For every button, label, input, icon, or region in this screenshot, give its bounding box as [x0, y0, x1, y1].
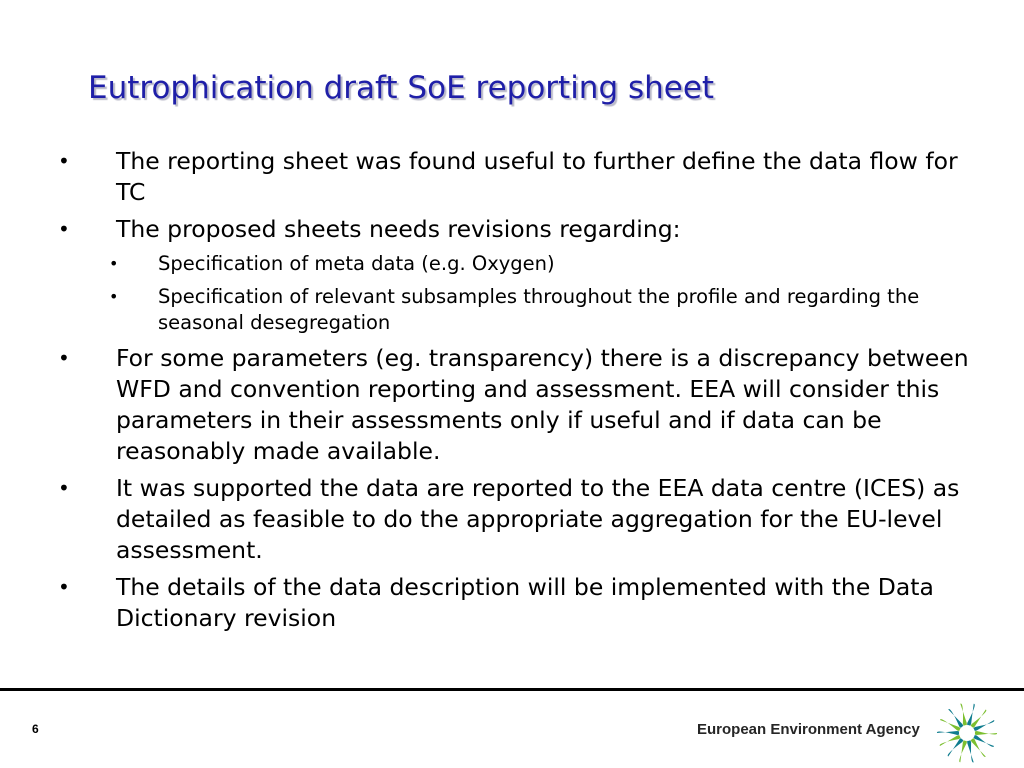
- bullet-text: The proposed sheets needs revisions regarding:: [116, 215, 681, 243]
- sub-bullet-marker: •: [109, 254, 119, 273]
- bullet-item: [56, 572, 986, 634]
- bullet-item: [56, 146, 986, 208]
- bullet-item: [56, 343, 986, 467]
- bullet-marker: •: [58, 346, 70, 370]
- eea-logo-icon: [932, 698, 1002, 764]
- bullet-marker: •: [58, 575, 70, 599]
- bullet-marker: •: [58, 217, 70, 241]
- bullet-marker: •: [58, 476, 70, 500]
- bullet-list: [56, 146, 986, 640]
- slide-title: Eutrophication draft SoE reporting sheet: [88, 70, 715, 106]
- bullet-marker: •: [58, 149, 70, 173]
- sub-bullet-text: Specification of meta data (e.g. Oxygen): [158, 252, 555, 275]
- sub-bullet-text: Specification of relevant subsamples throughout the profile and regarding the seasonal desegregation: [158, 285, 920, 334]
- sub-bullet-marker: •: [109, 287, 119, 306]
- bullet-text: For some parameters (eg. transparency) there is a discrepancy between WFD and convention reporting and assessment. EEA will consider this parameters in their assessments only if useful and if data can be reasonably made available.: [116, 344, 969, 465]
- sub-bullet-item: [109, 284, 986, 336]
- bullet-text: It was supported the data are reported to the EEA data centre (ICES) as detailed as feasible to do the appropriate aggregation for the EU-level assessment.: [116, 474, 960, 564]
- page-number: 6: [32, 722, 39, 736]
- footer-divider: [0, 688, 1024, 691]
- bullet-text: The details of the data description will be implemented with the Data Dictionary revision: [116, 573, 934, 632]
- sub-bullet-item: [109, 251, 986, 277]
- bullet-item: [56, 473, 986, 566]
- agency-name: European Environment Agency: [697, 721, 920, 738]
- bullet-item: [56, 214, 986, 245]
- bullet-text: The reporting sheet was found useful to further define the data flow for TC: [116, 147, 958, 206]
